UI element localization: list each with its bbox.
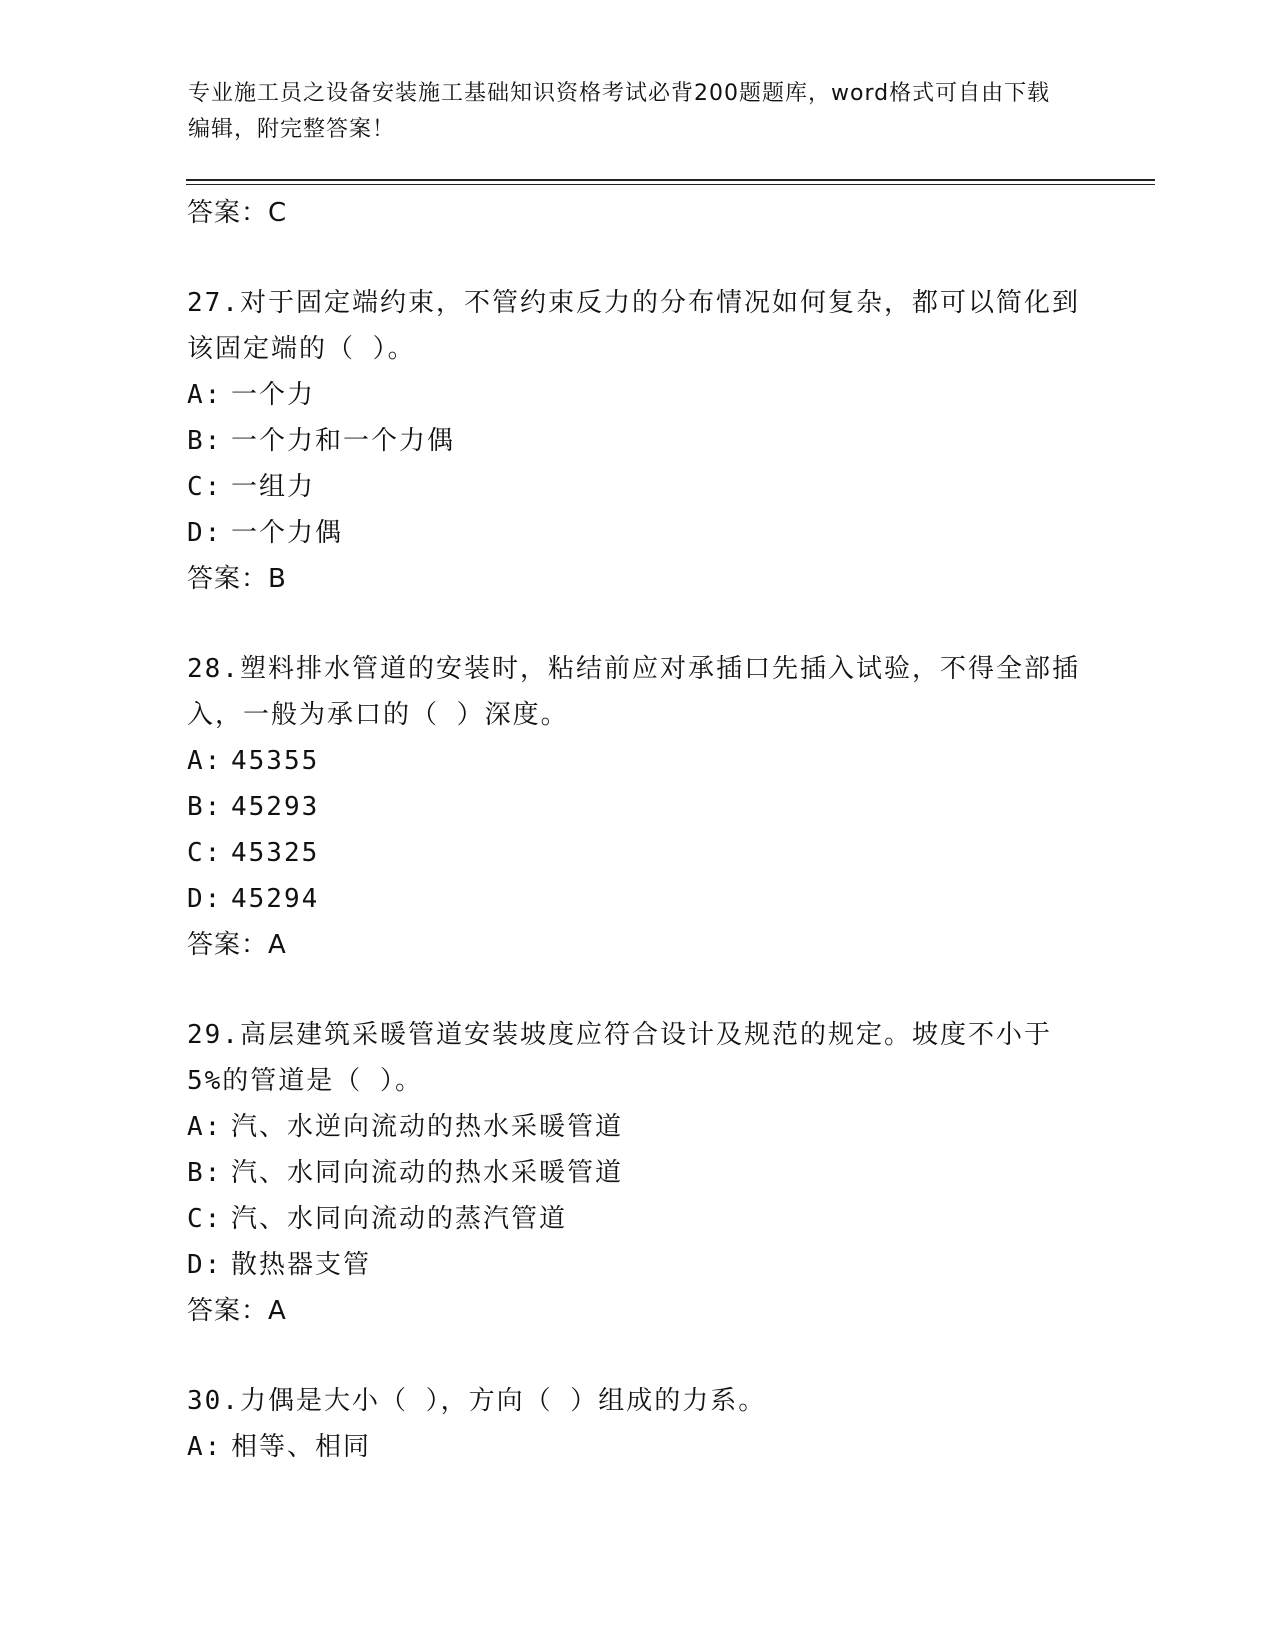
question-block [187,1012,1087,1334]
option-letter: B: [187,792,223,822]
question-text: 30.力偶是大小（ ），方向（ ）组成的力系。 [187,1386,767,1416]
option-a [187,372,1087,418]
option-letter: C: [187,838,223,868]
option-letter: B: [187,426,223,456]
question-block [187,646,1087,968]
option-c [187,464,1087,510]
option-c [187,830,1087,876]
question-text: 27.对于固定端约束，不管约束反力的分布情况如何复杂，都可以简化到该固定端的（ ）。 [187,288,1080,364]
option-text: 45325 [231,838,320,868]
option-letter: D: [187,884,223,914]
option-letter: D: [187,518,223,548]
question-block [187,1378,1087,1470]
option-letter: A: [187,746,223,776]
answer-line: 答案：B [187,564,287,594]
option-b [187,784,1087,830]
header-rule-thick [186,179,1155,181]
option-letter: C: [187,1204,223,1234]
option-text: 45293 [231,792,320,822]
option-letter: B: [187,1158,223,1188]
option-text: 汽、水逆向流动的热水采暖管道 [231,1112,624,1142]
question-text: 28.塑料排水管道的安装时，粘结前应对承插口先插入试验，不得全部插入，一般为承口的（ ）深度。 [187,654,1080,730]
option-text: 一组力 [231,472,316,502]
option-a [187,1104,1087,1150]
option-letter: D: [187,1250,223,1280]
option-text: 一个力和一个力偶 [231,426,456,456]
option-letter: A: [187,1112,223,1142]
option-d [187,876,1087,922]
option-d [187,510,1087,556]
question-list [187,190,1087,1470]
document-header: 专业施工员之设备安装施工基础知识资格考试必背200题题库，word格式可自由下载编辑，附完整答案！ [188,81,1051,142]
question-block [187,280,1087,602]
option-a [187,738,1087,784]
option-text: 一个力偶 [231,518,344,548]
header-rule-thin [186,184,1155,185]
option-c [187,1196,1087,1242]
option-text: 45294 [231,884,320,914]
option-a [187,1424,1087,1470]
option-text: 汽、水同向流动的蒸汽管道 [231,1204,568,1234]
option-text: 汽、水同向流动的热水采暖管道 [231,1158,624,1188]
answer-line: 答案：A [187,930,287,960]
option-letter: A: [187,380,223,410]
option-b [187,418,1087,464]
option-text: 散热器支管 [231,1250,372,1280]
option-text: 相等、相同 [231,1432,372,1462]
question-text: 29.高层建筑采暖管道安装坡度应符合设计及规范的规定。坡度不小于5%的管道是（ ）。 [187,1020,1052,1096]
answer-line: 答案：A [187,1296,287,1326]
option-letter: C: [187,472,223,502]
option-d [187,1242,1087,1288]
option-letter: A: [187,1432,223,1462]
answer-line: 答案：C [187,198,288,228]
option-b [187,1150,1087,1196]
option-text: 45355 [231,746,320,776]
option-text: 一个力 [231,380,316,410]
